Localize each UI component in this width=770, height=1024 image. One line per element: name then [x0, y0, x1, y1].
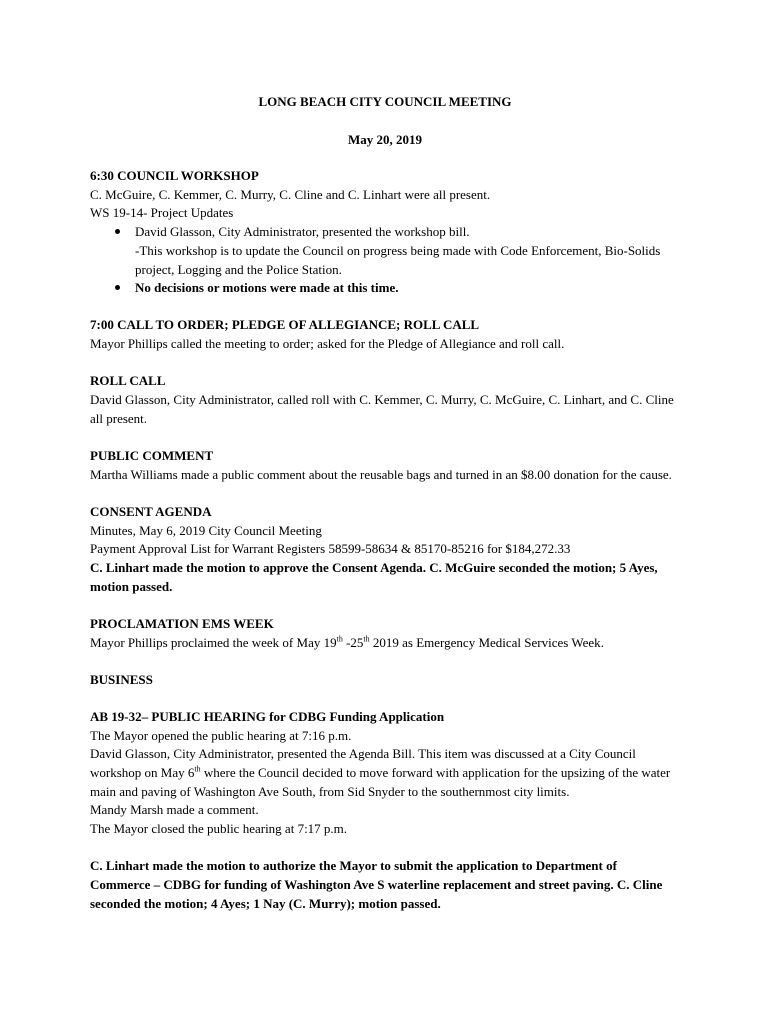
workshop-section: [90, 167, 680, 298]
hearing-opened: The Mayor opened the public hearing at 7:16 p.m.: [90, 727, 352, 743]
hearing-closed: The Mayor closed the public hearing at 7:17 p.m.: [90, 821, 348, 837]
workshop-bullet-1-text: David Glasson, City Administrator, presented the workshop bill.: [135, 224, 470, 240]
proclamation-section: [90, 615, 680, 652]
roll-call-heading: ROLL CALL: [90, 373, 166, 389]
business-heading: BUSINESS: [90, 671, 153, 687]
workshop-attendance: C. McGuire, C. Kemmer, C. Murry, C. Cline and C. Linhart were all present.: [90, 186, 491, 202]
proclamation-sup-a: th: [336, 634, 343, 644]
proclamation-text-c: 2019 as Emergency Medical Services Week.: [369, 634, 604, 650]
workshop-bullet-1-detail: -This workshop is to update the Council on progress being made with Code Enforcement, Bio-Solids project, Logging and the Police Station.: [135, 242, 661, 277]
agenda-bill-presented-sup: th: [194, 764, 201, 774]
workshop-bullet-1: [135, 223, 680, 279]
proclamation-text-a: Mayor Phillips proclaimed the week of May 19: [90, 634, 337, 650]
meeting-date: May 20, 2019: [347, 132, 423, 147]
call-to-order-text: Mayor Phillips called the meeting to order; asked for the Pledge of Allegiance and roll call.: [90, 336, 565, 352]
workshop-heading: 6:30 COUNCIL WORKSHOP: [90, 168, 259, 183]
workshop-bullet-2-text: No decisions or motions were made at this time.: [135, 280, 399, 296]
workshop-bullet-2: [135, 279, 680, 298]
consent-agenda-minutes: Minutes, May 6, 2019 City Council Meeting: [90, 522, 322, 538]
agenda-bill-presented-a: David Glasson, City Administrator, presented the Agenda Bill. This item was discussed at a City Council workshop on May 6: [90, 746, 636, 781]
workshop-bullet-list: [90, 223, 680, 298]
call-to-order-section: [90, 316, 680, 353]
business-section: [90, 671, 680, 690]
ab-19-32-section: [90, 708, 680, 914]
bullet-icon: [115, 229, 120, 234]
public-hearing-comment: Mandy Marsh made a comment.: [90, 802, 259, 818]
ab-19-32-motion: C. Linhart made the motion to authorize the Mayor to submit the application to Department of Commerce – CDBG for funding of Washington Ave S waterline replacement and street paving. C. Cline seconded the motion; 4 Ayes; 1 Nay (C. Murry); motion passed.: [90, 858, 663, 911]
agenda-bill-presented-b: where the Council decided to move forward with application for the upsizing of the water main and paving of Washington Ave South, from Sid Snyder to the southernmost city limits.: [90, 765, 671, 799]
proclamation-heading: PROCLAMATION EMS WEEK: [90, 615, 274, 631]
consent-agenda-heading: CONSENT AGENDA: [90, 503, 212, 519]
proclamation-text: [90, 634, 680, 653]
proclamation-sup-b: th: [363, 634, 370, 644]
proclamation-text-b: -25: [342, 634, 364, 650]
consent-agenda-payment: Payment Approval List for Warrant Registers 58599-58634 & 85170-85216 for $184,272.33: [90, 541, 571, 557]
roll-call-text: David Glasson, City Administrator, called roll with C. Kemmer, C. Murry, C. McGuire, C. Linhart, and C. Cline all present.: [90, 392, 674, 426]
public-comment-section: [90, 447, 680, 484]
public-comment-text: Martha Williams made a public comment about the reusable bags and turned in an $8.00 donation for the cause.: [90, 466, 672, 482]
document-title: LONG BEACH CITY COUNCIL MEETING: [258, 94, 512, 109]
agenda-bill-presented: [90, 745, 680, 801]
public-comment-heading: PUBLIC COMMENT: [90, 447, 214, 463]
call-to-order-heading: 7:00 CALL TO ORDER; PLEDGE OF ALLEGIANCE; ROLL CALL: [90, 317, 480, 333]
roll-call-section: [90, 372, 680, 428]
bullet-icon: [115, 285, 120, 290]
consent-agenda-motion: C. Linhart made the motion to approve the Consent Agenda. C. McGuire seconded the motion; 5 Ayes, motion passed.: [90, 559, 658, 594]
consent-agenda-section: [90, 503, 680, 597]
ab-19-32-heading: AB 19-32– PUBLIC HEARING for CDBG Funding Application: [90, 708, 445, 724]
workshop-item: WS 19-14- Project Updates: [90, 205, 234, 221]
